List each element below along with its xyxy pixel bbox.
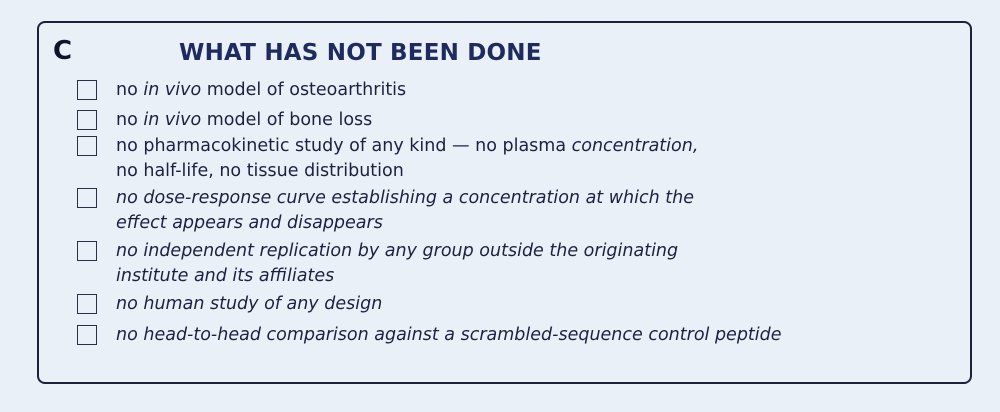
text-segment: no head-to-head comparison against a scrambled-sequence control peptide xyxy=(116,325,782,345)
checklist-item-line xyxy=(116,239,678,264)
text-segment: effect appears and disappears xyxy=(116,213,383,233)
text-segment: concentration, xyxy=(571,136,699,156)
checklist-item-text xyxy=(116,239,678,289)
panel-title: WHAT HAS NOT BEEN DONE xyxy=(179,40,542,66)
checklist-item-line xyxy=(116,78,406,103)
text-segment: no human study of any design xyxy=(116,294,383,314)
checkbox[interactable] xyxy=(77,136,97,156)
text-segment: in vivo xyxy=(143,110,202,130)
checklist-item-line xyxy=(116,159,698,184)
text-segment: no half-life, no tissue distribution xyxy=(116,161,404,181)
text-segment: no xyxy=(116,80,144,100)
checklist-item-text xyxy=(116,323,782,348)
checkbox[interactable] xyxy=(77,325,97,345)
text-segment: model of osteoarthritis xyxy=(201,80,407,100)
checkbox[interactable] xyxy=(77,294,97,314)
checklist-item-line xyxy=(116,134,698,159)
text-segment: no xyxy=(116,110,144,130)
checklist-item-text xyxy=(116,134,698,184)
checklist-item-line xyxy=(116,292,382,317)
checkbox[interactable] xyxy=(77,188,97,208)
checklist-item-text xyxy=(116,292,382,317)
text-segment: model of bone loss xyxy=(201,110,373,130)
text-segment: no dose-response curve establishing a concentration at which the xyxy=(116,188,694,208)
checklist-item-line xyxy=(116,323,782,348)
panel-letter: C xyxy=(53,36,73,66)
checklist-item-line xyxy=(116,186,694,211)
checklist-item-line xyxy=(116,264,678,289)
checklist-item-text xyxy=(116,108,372,133)
checklist-item-line xyxy=(116,211,694,236)
checkbox[interactable] xyxy=(77,80,97,100)
text-segment: no independent replication by any group outside the originating xyxy=(116,241,679,261)
text-segment: in vivo xyxy=(143,80,202,100)
checklist-item-line xyxy=(116,108,372,133)
text-segment: institute and its affiliates xyxy=(116,266,335,286)
checkbox[interactable] xyxy=(77,110,97,130)
checklist-item-text xyxy=(116,186,694,236)
text-segment: no pharmacokinetic study of any kind — no plasma xyxy=(116,136,572,156)
checkbox[interactable] xyxy=(77,241,97,261)
checklist-item-text xyxy=(116,78,406,103)
